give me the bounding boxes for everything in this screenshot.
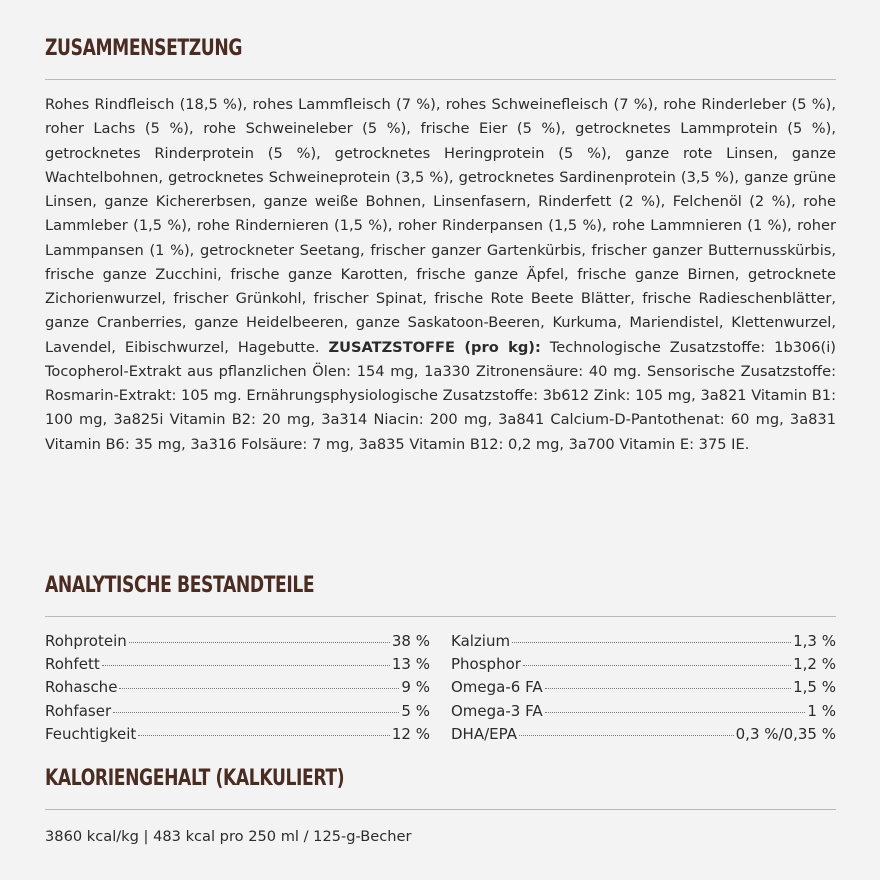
analytics-row [45,678,430,701]
additives-text: Technologische Zusatzstoffe: 1b306(i) Tocopherol-Extrakt aus pflanzlichen Ölen: 154 mg, 1a330 Zitronensäure: 40 mg. Sensorische Zusatzstoffe: Rosmarin-Extrakt: 105 mg. Ernährungsphysiologische Zusatzstoffe: 3b612 Zink: 105 mg, 3a821 Vitamin B1: 100 mg, 3a825i Vitamin B2: 20 mg, 3a314 Niacin: 200 mg, 3a841 Calcium-D-Pantothenat: 60 mg, 3a831 Vitamin B6: 35 mg, 3a316 Folsäure: 7 mg, 3a835 Vitamin B12: 0,2 mg, 3a700 Vitamin E: 375 IE. [45,338,836,453]
analytics-value: 1,2 % [793,655,836,674]
analytics-value: 0,3 %/0,35 % [735,724,836,743]
analytics-value: 1,3 % [793,632,836,650]
analytics-divider [45,616,836,617]
analytics-label: Omega-6 FA [451,678,543,697]
analytics-label: Feuchtigkeit [45,724,137,743]
dot-leader [523,665,791,666]
analytics-value: 5 % [401,701,430,720]
analytics-row [45,725,430,748]
dot-leader [102,665,390,666]
analytics-value: 13 % [391,655,430,674]
analytics-row [451,678,836,701]
analytics-label: DHA/EPA [451,724,517,743]
analytics-row [45,632,430,655]
ingredients-text: Rohes Rindfleisch (18,5 %), rohes Lammfleisch (7 %), rohes Schweinefleisch (7 %), rohe Rinderleber (5 %), roher Lachs (5 %), rohe Schweineleber (5 %), frische Eier (5 %), getrocknetes Lammprotein (5 %), getrocknetes Rinderprotein (5 %), getrocknetes Heringprotein (5 %), ganze rote Linsen, ganze Wachtelbohnen, getrocknetes Schweineprotein (3,5 %), getrocknetes Sardinenprotein (3,5 %), ganze grüne Linsen, ganze Kichererbsen, ganze weiße Bohnen, Linsenfasern, Rinderfett (2 %), Felchenöl (2 %), rohe Lammleber (1,5 %), rohe Rindernieren (1,5 %), roher Rinderpansen (1,5 %), rohe Lammnieren (1 %), roher Lammpansen (1 %), getrockneter Seetang, frischer ganzer Gartenkürbis, frischer ganzer Butternusskürbis, frische ganze Zucchini, frische ganze Karotten, frische ganze Äpfel, frische ganze Birnen, getrocknete Zichorienwurzel, frischer Grünkohl, frischer Spinat, frische Rote Beete Blätter, frische Radieschenblätter, ganze Cranberries, ganze Heidelbeeren, ganze Saskatoon-Beeren, Kurkuma, Mariendistel, Klettenwurzel, Lavendel, Eibischwurzel, Hagebutte. [45,96,836,356]
analytics-row [451,632,836,655]
composition-title: ZUSAMMENSETZUNG [45,36,243,61]
analytics-title: ANALYTISCHE BESTANDTEILE [45,573,315,598]
analytics-row [451,725,836,748]
analytics-label: Phosphor [451,655,521,674]
analytics-label: Rohfett [45,655,100,674]
composition-divider [45,79,836,80]
analytics-value: 1 % [807,701,836,720]
dot-leader [119,688,399,689]
analytics-row [45,655,430,678]
analytics-label: Omega-3 FA [451,701,543,720]
dot-leader [138,735,390,736]
analytics-label: Kalzium [451,632,511,650]
calories-divider [45,809,836,810]
calories-text: 3860 kcal/kg | 483 kcal pro 250 ml / 125-g-Becher [45,828,412,845]
analytics-value: 38 % [391,632,430,650]
dot-leader [512,642,791,643]
analytics-label: Rohasche [45,678,118,697]
analytics-row [45,702,430,725]
dot-leader [519,735,734,736]
analytics-value: 9 % [401,678,430,697]
dot-leader [545,712,806,713]
analytics-label: Rohprotein [45,632,127,650]
analytics-right-column [451,632,836,748]
analytics-value: 1,5 % [793,678,836,697]
analytics-row [451,702,836,725]
composition-text-block [45,93,836,457]
analytics-left-column [45,632,430,748]
dot-leader [129,642,390,643]
analytics-label: Rohfaser [45,701,112,720]
analytics-table [45,632,836,748]
additives-label: ZUSATZSTOFFE (pro kg): [328,338,541,356]
analytics-value: 12 % [391,724,430,743]
calories-title: KALORIENGEHALT (KALKULIERT) [45,766,345,791]
dot-leader [113,712,399,713]
analytics-row [451,655,836,678]
dot-leader [545,688,792,689]
